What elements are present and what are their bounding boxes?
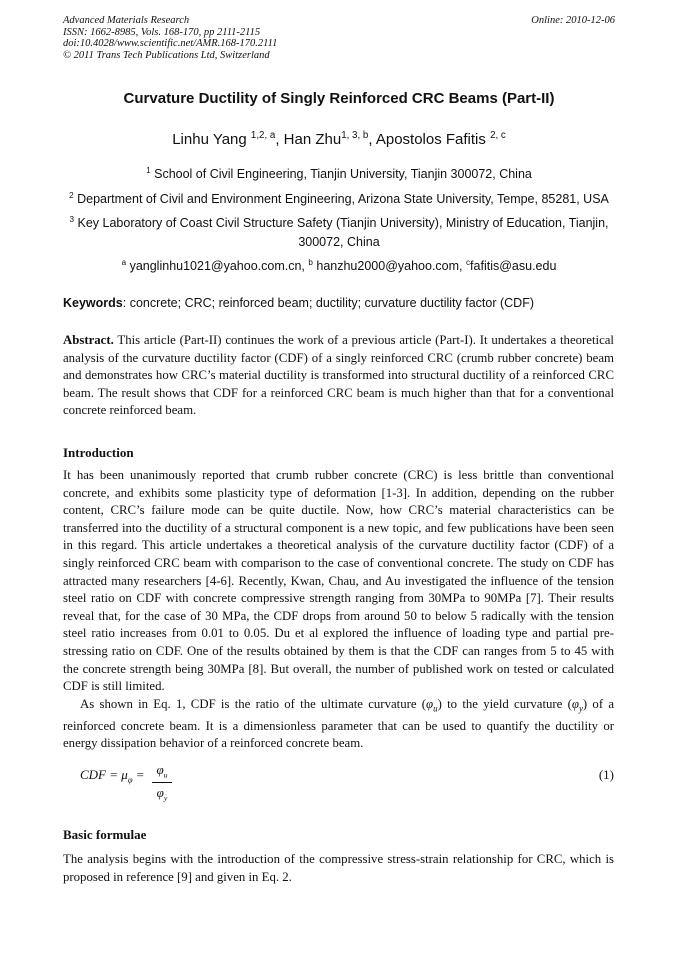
issn-line: ISSN: 1662-8985, Vols. 168-170, pp 2111-2115 [63, 26, 261, 38]
phi-u-symbol: $\varphi_u$ [426, 696, 438, 714]
author-name: Han Zhu [283, 131, 342, 148]
affiliation-sup: 2 [69, 190, 74, 200]
keywords-label: Keywords [63, 296, 123, 310]
affiliation-2 [60, 190, 618, 209]
journal-header [63, 15, 615, 61]
email-sup: c [465, 257, 471, 267]
text-run: ) of a reinforced concrete beam. It is a dimensionless parameter that can be used to quantify the ductility or energy dissipation behavior of a reinforced concrete beam. [63, 696, 615, 751]
equation-lhs: CDF = $\mu_\varphi$ = [80, 767, 145, 785]
author-sup: 1,2, a [250, 130, 276, 141]
email-link[interactable]: hanzhu2000@yahoo.com, [316, 259, 463, 273]
affiliation-text: Department of Civil and Environment Engineering, Arizona State University, Tempe, 85281, USA [77, 192, 609, 206]
text-run: ) to the yield curvature ( [437, 696, 572, 711]
author-name: Linhu Yang [172, 131, 247, 148]
author-sup: 1, 3, b [341, 130, 369, 141]
keywords-text: : concrete; CRC; reinforced beam; ductility; curvature ductility factor (CDF) [122, 296, 534, 310]
author-list: Linhu Yang $^{1,2, a}$, Han Zhu$^{1, 3, b}$, Apostolos Fafitis $^{2, c}$ [172, 130, 506, 148]
section-heading-introduction: Introduction [63, 445, 134, 460]
copyright-line: © 2011 Trans Tech Publications Ltd, Switzerland [63, 49, 270, 61]
doi-line[interactable]: doi:10.4028/www.scientific.net/AMR.168-170.2111 [63, 38, 278, 49]
section-heading-basic-formulae: Basic formulae [63, 827, 147, 842]
paragraph: It has been unanimously reported that crumb rubber concrete (CRC) is less brittle than conventional concrete, and exhibits some plasticity type of deformation [1-3]. In addition, depending on the rubber content, CRC’s failure mode can be quite ductile. Now, how CRC’s material characteristics can be transferred into the ductility of a structural component is a new topic, and few publications have been seen in this regard. This article undertakes a theoretical analysis of the curvature ductility factor (CDF) of a singly reinforced CRC beam with comparison to the case of conventional concrete. The study on CDF has attracted many researchers [4-6]. Recently, Kwan, Chau, and Au investigated the influence of the tension steel ratio on CDF with concrete compressive strength ranging from 30MPa to 90MPa [7]. Their results reveal that, for the case of 30 MPa, the CDF drops from around 50 to below 5 radically with the tension steel ratio increases from 0.01 to 0.05. Du et al explored the influence of loading type and partial pre-stressing ratio on CDF. One of the results obtained by them is that the CDF can ranges from 5 to 45 with the concrete strength being 30MPa [8]. But overall, the number of published work on tested or calculated CDF is still limited. [63, 468, 614, 694]
abstract [63, 332, 614, 420]
equation-fraction [152, 762, 172, 802]
email-line [60, 257, 618, 276]
paragraph [63, 696, 614, 753]
phi-y-symbol: $\varphi_y$ [571, 696, 583, 714]
author-sup: 2, c [490, 130, 506, 141]
equation-number: (1) [598, 767, 614, 782]
text-run: As shown in Eq. 1, CDF is the ratio of the ultimate curvature ( [80, 696, 427, 711]
abstract-label: Abstract. [63, 333, 114, 347]
email-link[interactable]: fafitis@asu.edu [470, 259, 557, 273]
author-name: Apostolos Fafitis [375, 131, 486, 148]
paragraph: The analysis begins with the introduction of the compressive stress-strain relationship for CRC, which is proposed in reference [9] and given in Eq. 2. [63, 852, 614, 884]
affiliation-sup: 1 [146, 165, 151, 175]
email-sup: a [121, 257, 127, 267]
online-date: Online: 2010-12-06 [531, 15, 615, 26]
basic-formulae-body [63, 851, 614, 886]
journal-name: Advanced Materials Research [63, 15, 190, 26]
keywords [63, 296, 623, 310]
fraction-denominator: $\varphi_y$ [156, 784, 168, 803]
fraction-numerator: $\varphi_u$ [152, 762, 172, 783]
affiliation-text: Key Laboratory of Coast Civil Structure Safety (Tianjin University), Ministry of Education, Tianjin, 300072, China [77, 216, 609, 249]
email-link[interactable]: yanglinhu1021@yahoo.com.cn, [129, 259, 305, 273]
affiliation-sup: 3 [69, 214, 75, 224]
affiliation-1 [60, 165, 618, 184]
equation-1 [80, 762, 614, 802]
affiliation-text: School of Civil Engineering, Tianjin University, Tianjin 300072, China [154, 167, 532, 181]
affiliation-3 [60, 214, 618, 252]
email-sup: b [308, 257, 313, 267]
paper-title: Curvature Ductility of Singly Reinforced CRC Beams (Part-II) [123, 90, 555, 107]
introduction-body [63, 467, 614, 753]
abstract-text: This article (Part-II) continues the work of a previous article (Part-I). It undertakes a theoretical analysis of the curvature ductility factor (CDF) of a singly reinforced CRC (crumb rubber concrete) beam and demonstrates how CRC’s material ductility is transformed into structural ductility of a reinforced CRC beam. The result shows that CDF for a reinforced CRC beam is much higher than that for a conventional concrete reinforced beam. [63, 333, 614, 418]
